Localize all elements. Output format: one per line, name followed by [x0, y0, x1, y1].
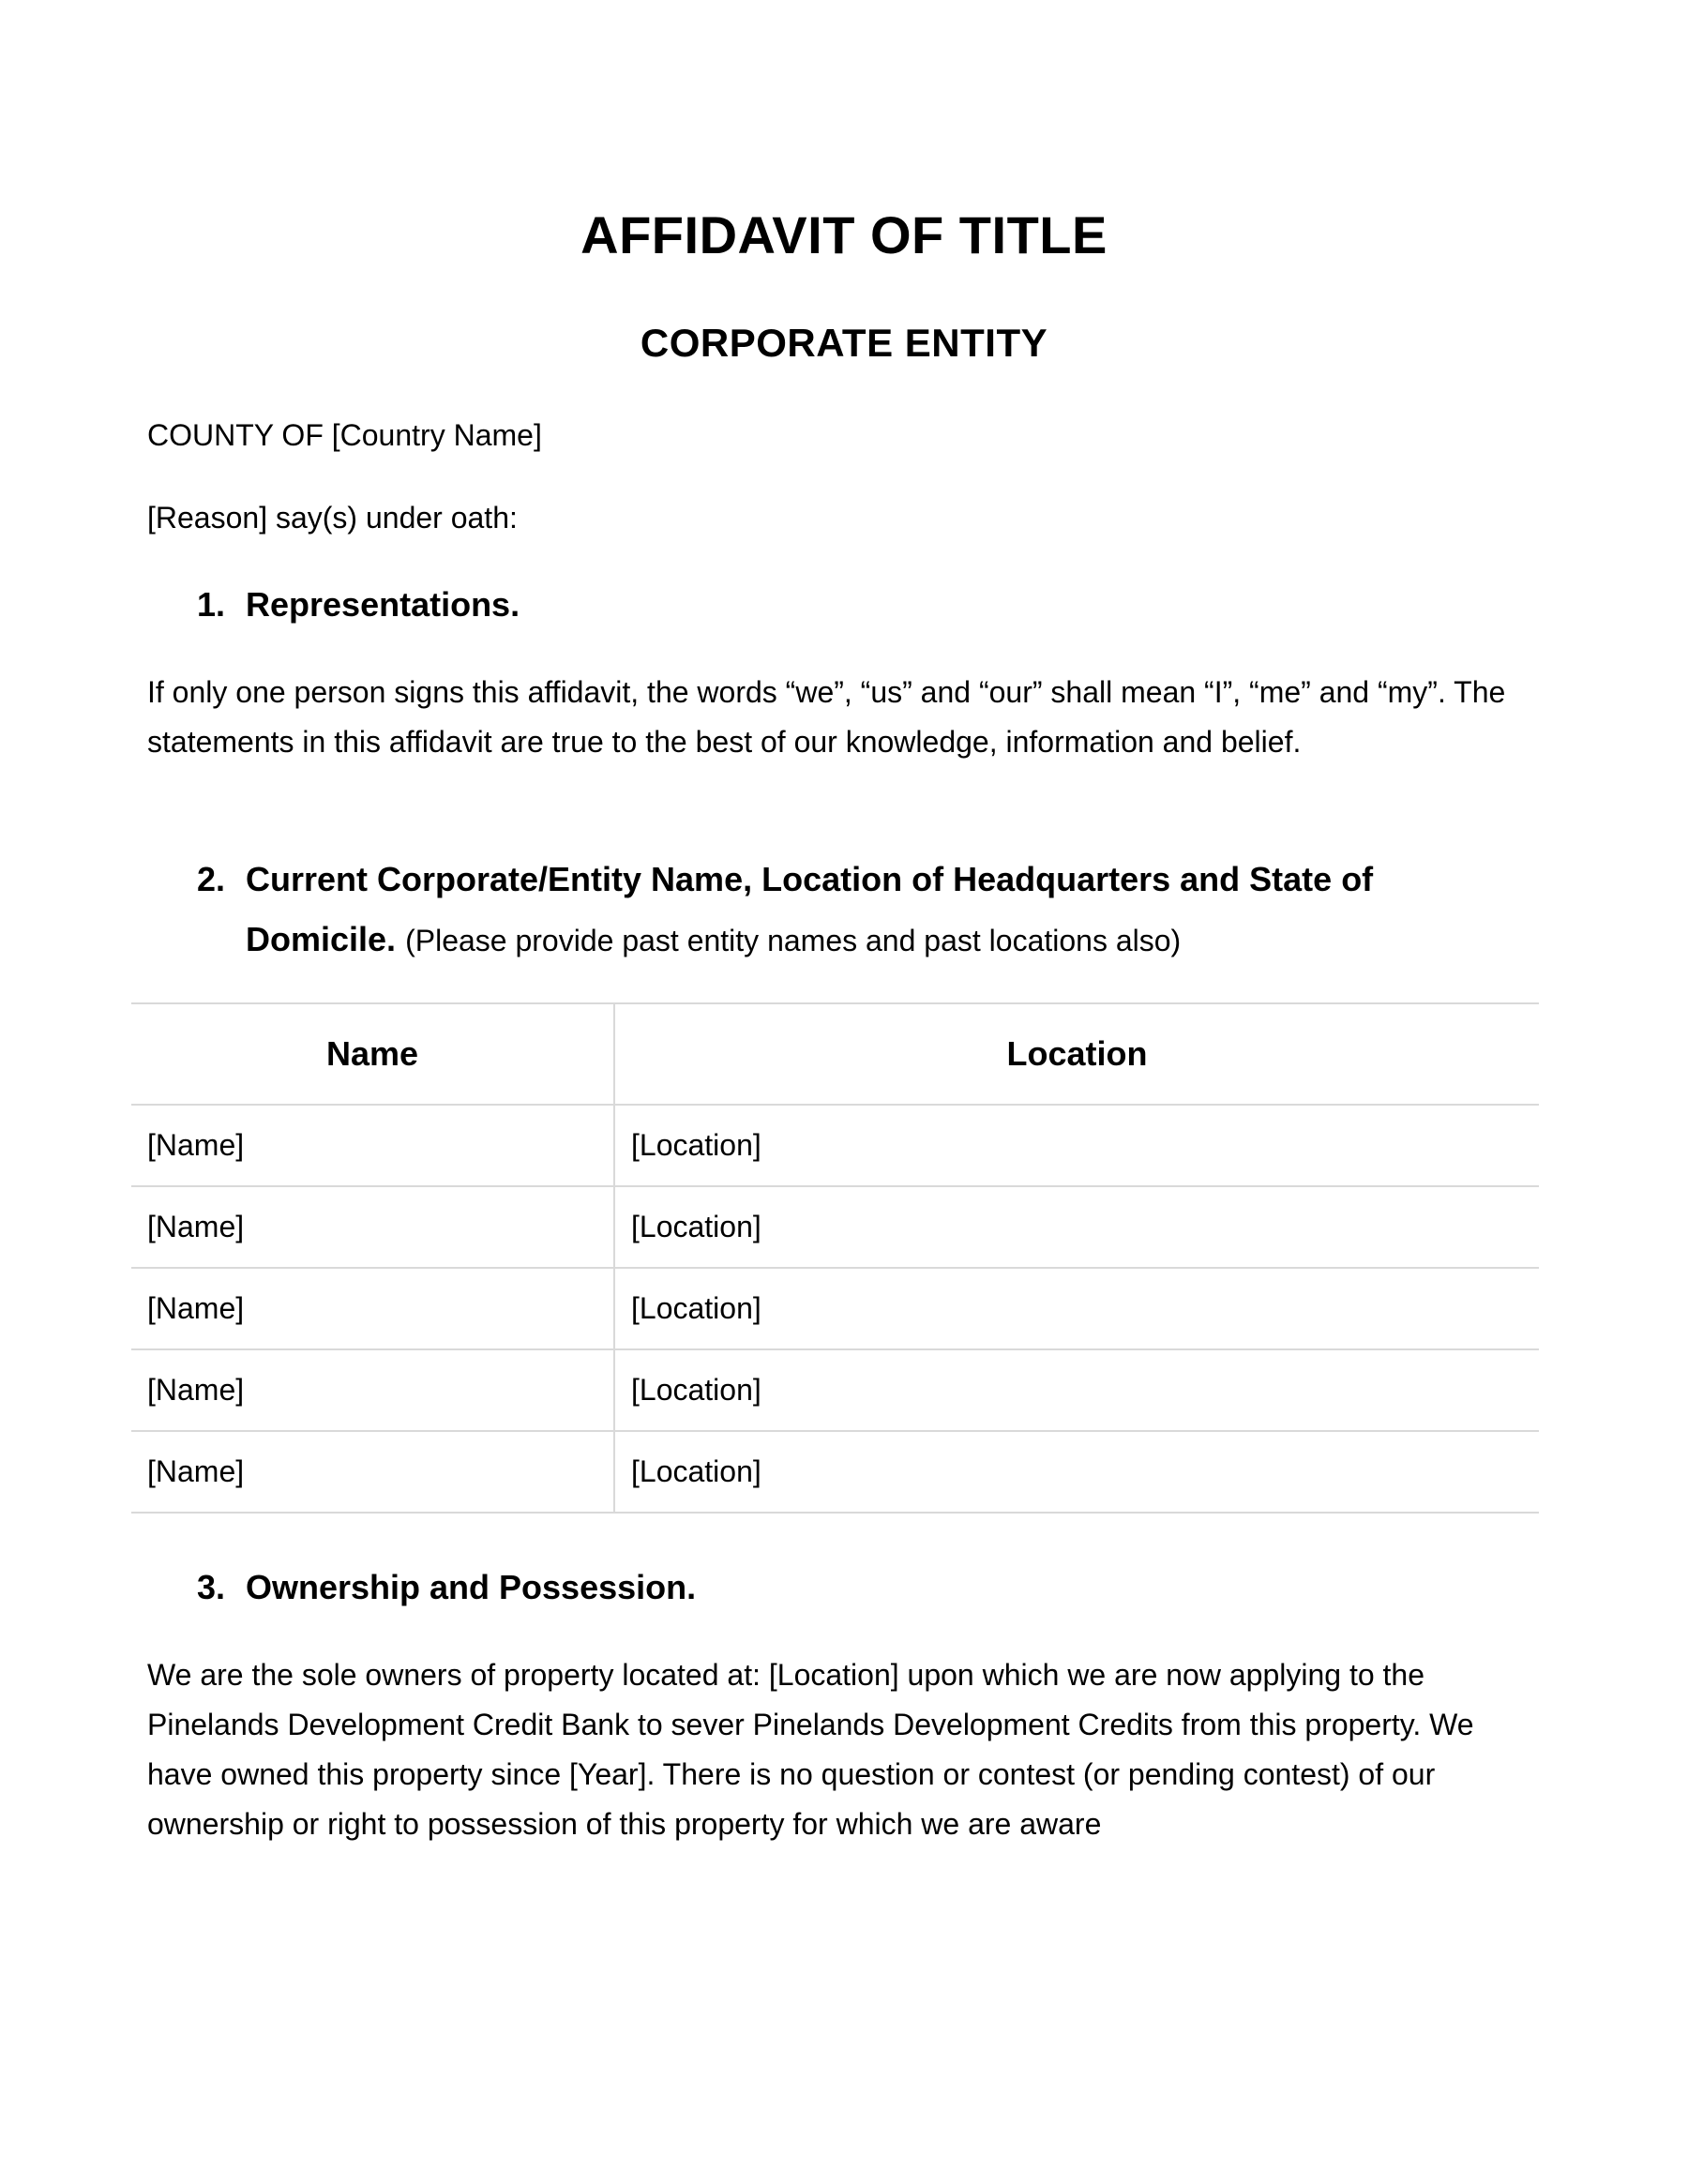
section-2-heading	[197, 850, 1547, 971]
table-row	[131, 1105, 1539, 1186]
cell-location: [Location]	[614, 1105, 1539, 1186]
column-header-location: Location	[614, 1003, 1539, 1105]
section-title-line1: Current Corporate/Entity Name, Location of Headquarters and State of	[246, 860, 1374, 898]
section-title: Representations.	[246, 585, 520, 624]
section-number: 1.	[197, 585, 226, 624]
section-3-body: We are the sole owners of property located at: [Location] upon which we are now applying to the Pinelands Development Credit Bank to sever Pinelands Development Credits from this property. We have owned this property since [Year]. There is no question or contest (or pending contest) of our ownership or right to possession of this property for which we are aware	[147, 1658, 1474, 1841]
oath-line: [Reason] say(s) under oath:	[147, 501, 518, 535]
section-note: (Please provide past entity names and past locations also)	[405, 924, 1182, 957]
table-header-row	[131, 1003, 1539, 1105]
entity-table	[131, 1002, 1539, 1514]
document-subtitle: CORPORATE ENTITY	[640, 321, 1048, 365]
cell-location: [Location]	[614, 1431, 1539, 1513]
section-1-body: If only one person signs this affidavit, the words “we”, “us” and “our” shall mean “I”, “me” and “my”. The statements in this affidavit are true to the best of our knowledge, information and belief.	[147, 675, 1506, 759]
cell-name: [Name]	[131, 1105, 614, 1186]
document-title: AFFIDAVIT OF TITLE	[580, 205, 1108, 264]
section-title-line2: Domicile.	[246, 920, 397, 958]
table-row	[131, 1186, 1539, 1268]
section-number: 3.	[197, 1568, 226, 1606]
cell-name: [Name]	[131, 1349, 614, 1431]
county-line: COUNTY OF [Country Name]	[147, 418, 542, 452]
section-1-heading	[197, 585, 520, 625]
table-row	[131, 1268, 1539, 1349]
section-number: 2.	[197, 860, 226, 898]
section-3-heading	[197, 1568, 696, 1607]
cell-location: [Location]	[614, 1349, 1539, 1431]
section-title: Ownership and Possession.	[246, 1568, 697, 1606]
column-header-name: Name	[131, 1003, 614, 1105]
cell-location: [Location]	[614, 1186, 1539, 1268]
cell-name: [Name]	[131, 1186, 614, 1268]
cell-name: [Name]	[131, 1431, 614, 1513]
cell-name: [Name]	[131, 1268, 614, 1349]
table-row	[131, 1431, 1539, 1513]
cell-location: [Location]	[614, 1268, 1539, 1349]
table-row	[131, 1349, 1539, 1431]
